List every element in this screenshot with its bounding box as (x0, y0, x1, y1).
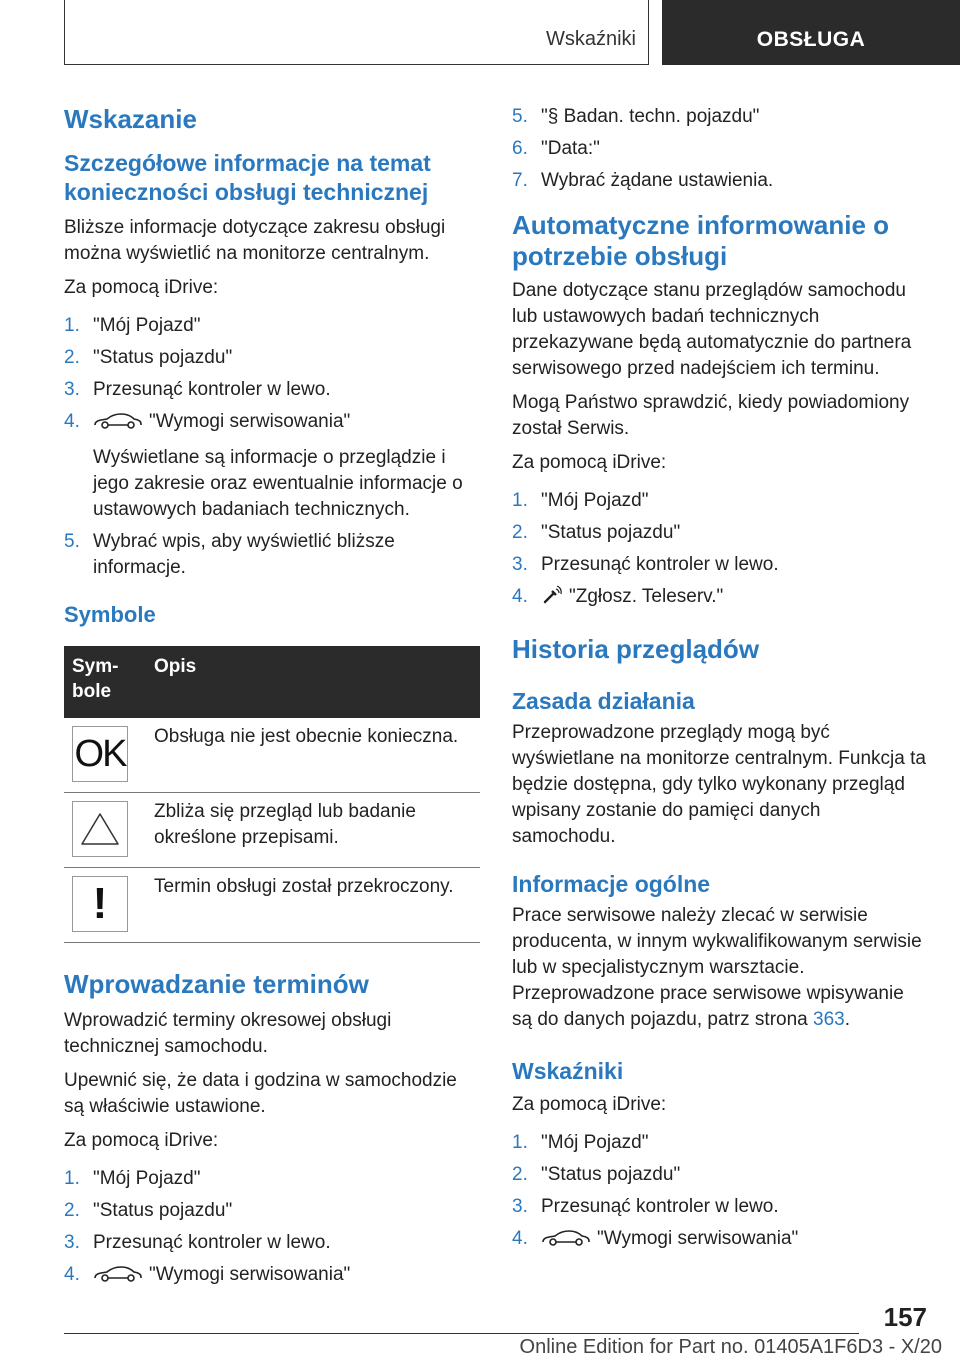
step-number: 3. (64, 1232, 80, 1253)
car-service-icon (93, 1264, 143, 1284)
list-item (512, 104, 927, 130)
step-number: 4. (512, 1228, 528, 1249)
steps-list-continued (512, 104, 927, 194)
heading-symbole: Symbole (64, 602, 156, 627)
step-number: 2. (512, 1164, 528, 1185)
list-item (64, 1166, 480, 1192)
list-item (512, 1130, 927, 1156)
ok-icon: OK (72, 726, 128, 782)
exclamation-icon: ! (72, 876, 128, 932)
step-text: "Mój Pojazd" (541, 1132, 649, 1153)
step-number: 1. (64, 315, 80, 336)
table-row (64, 793, 480, 868)
paragraph-blizsze: Bliższe informacje dotyczące zakresu obsługi można wyświetlić na monitorze centralnym. (64, 217, 446, 264)
symbols-table (64, 646, 480, 943)
paragraph-idrive-1: Za pomocą iDrive: (64, 277, 219, 298)
step-text: Przesunąć kontroler w lewo. (541, 1196, 779, 1217)
right-column (512, 100, 927, 1258)
paragraph-upewnic: Upewnić się, że data i godzina w samochodzie są właściwie ustawione. (64, 1070, 457, 1117)
step-text: "Mój Pojazd" (93, 315, 201, 336)
row-description: Obsługa nie jest obecnie konieczna. (146, 718, 480, 793)
paragraph-przeprowadzone: Przeprowadzone przeglądy mogą być wyświetlane na monitorze centralnym. Funkcja ta będzie dostępna, gdy tylko wykonany przegląd wpisany zostanie do pamięci danych samochodu. (512, 722, 926, 847)
step-text: "Wymogi serwisowania" (597, 1228, 799, 1249)
paragraph-idrive-3: Za pomocą iDrive: (512, 452, 667, 473)
steps-list-1 (64, 313, 480, 581)
list-item (512, 1162, 927, 1188)
section-title: Wskaźniki (545, 28, 636, 50)
step-text: "Status pojazdu" (93, 347, 233, 368)
step-text: "Status pojazdu" (541, 1164, 681, 1185)
heading-wskazanie: Wskazanie (64, 104, 197, 134)
chapter-tab[interactable]: OBSŁUGA (662, 0, 960, 65)
step-text: Przesunąć kontroler w lewo. (93, 379, 331, 400)
list-item (64, 409, 480, 523)
step-number: 7. (512, 170, 528, 191)
page-link[interactable]: 363 (813, 1009, 845, 1030)
step-text: "§ Badan. techn. pojazdu" (541, 106, 760, 127)
heading-informacje: Informacje ogólne (512, 871, 711, 897)
list-item (64, 313, 480, 339)
paragraph-idrive-2: Za pomocą iDrive: (64, 1130, 219, 1151)
table-header-row (64, 646, 480, 718)
heading-automatyczne: Automatyczne informowanie o potrzebie obsługi (512, 210, 890, 271)
step-number: 1. (512, 1132, 528, 1153)
heading-wskazniki: Wskaźniki (512, 1058, 624, 1084)
step-text: "Status pojazdu" (93, 1200, 233, 1221)
step-number: 4. (64, 1264, 80, 1285)
step-text: "Wymogi serwisowania" (149, 1264, 351, 1285)
row-description: Termin obsługi został przekroczony. (146, 868, 480, 943)
step-extra-text: Wyświetlane są informacje o przeglądzie i jego zakresie oraz ewentualnie informacje o ustawowych badaniach technicznych. (93, 447, 463, 520)
list-item (64, 345, 480, 371)
step-number: 2. (64, 347, 80, 368)
paragraph-wprowadzic: Wprowadzić terminy okresowej obsługi technicznej samochodu. (64, 1010, 392, 1057)
list-item (64, 377, 480, 403)
warning-triangle-icon (72, 801, 128, 857)
step-text: Wybrać żądane ustawienia. (541, 170, 774, 191)
steps-list-3 (512, 488, 927, 610)
column-header-description: Opis (146, 646, 480, 718)
car-service-icon (541, 1228, 591, 1248)
list-item (512, 488, 927, 514)
steps-list-4 (512, 1130, 927, 1252)
step-number: 5. (64, 531, 80, 552)
page-number: 157 (883, 1302, 927, 1332)
teleservice-icon (541, 584, 563, 606)
table-row (64, 868, 480, 943)
step-number: 2. (512, 522, 528, 543)
list-item (64, 1230, 480, 1256)
list-item (512, 168, 927, 194)
step-text: Przesunąć kontroler w lewo. (93, 1232, 331, 1253)
step-text: Wybrać wpis, aby wyświetlić bliższe informacje. (93, 531, 395, 578)
list-item (512, 136, 927, 162)
step-number: 1. (64, 1168, 80, 1189)
step-text: "Wymogi serwisowania" (149, 411, 351, 432)
heading-wprowadzanie: Wprowadzanie terminów (64, 969, 369, 999)
step-number: 4. (64, 411, 80, 432)
step-text: "Zgłosz. Teleserv." (569, 586, 724, 607)
step-number: 4. (512, 586, 528, 607)
column-header-symbols: Sym- bole (64, 646, 146, 718)
step-number: 2. (64, 1200, 80, 1221)
heading-zasada: Zasada działania (512, 688, 695, 714)
step-text: "Status pojazdu" (541, 522, 681, 543)
step-number: 3. (512, 554, 528, 575)
step-text: "Data:" (541, 138, 600, 159)
car-service-icon (93, 411, 143, 431)
heading-szczegolowe: Szczegółowe informacje na temat konieczności obsługi technicznej (64, 150, 431, 205)
step-number: 3. (512, 1196, 528, 1217)
step-text: Przesunąć kontroler w lewo. (541, 554, 779, 575)
list-item (64, 1262, 480, 1288)
left-column (64, 100, 480, 1294)
paragraph-idrive-4: Za pomocą iDrive: (512, 1094, 667, 1115)
step-number: 3. (64, 379, 80, 400)
paragraph-moga: Mogą Państwo sprawdzić, kiedy powiadomiony został Serwis. (512, 392, 910, 439)
list-item (64, 1198, 480, 1224)
step-number: 5. (512, 106, 528, 127)
paragraph-prace: Prace serwisowe należy zlecać w serwisie producenta, w innym wykwalifikowanym serwisie lub w specjalistycznym warsztacie. Przeprowadzone prace serwisowe wpisywanie są do danych pojazdu, patrz strona 363. (512, 905, 922, 1030)
step-text: "Mój Pojazd" (541, 490, 649, 511)
footer-edition: Online Edition for Part no. 01405A1F6D3 - X/20 (519, 1336, 942, 1358)
heading-historia: Historia przeglądów (512, 634, 760, 664)
steps-list-2 (64, 1166, 480, 1288)
list-item (512, 552, 927, 578)
step-number: 1. (512, 490, 528, 511)
list-item (512, 584, 927, 610)
list-item (64, 529, 480, 581)
step-number: 6. (512, 138, 528, 159)
list-item (512, 520, 927, 546)
footer-divider (64, 1333, 859, 1334)
row-description: Zbliża się przegląd lub badanie określone przepisami. (146, 793, 480, 868)
step-text: "Mój Pojazd" (93, 1168, 201, 1189)
list-item (512, 1226, 927, 1252)
list-item (512, 1194, 927, 1220)
paragraph-dane: Dane dotyczące stanu przeglądów samochodu lub ustawowych badań technicznych przekazywane będą automatycznie do partnera serwisowego przed nadejściem ich terminu. (512, 280, 912, 379)
table-row (64, 718, 480, 793)
